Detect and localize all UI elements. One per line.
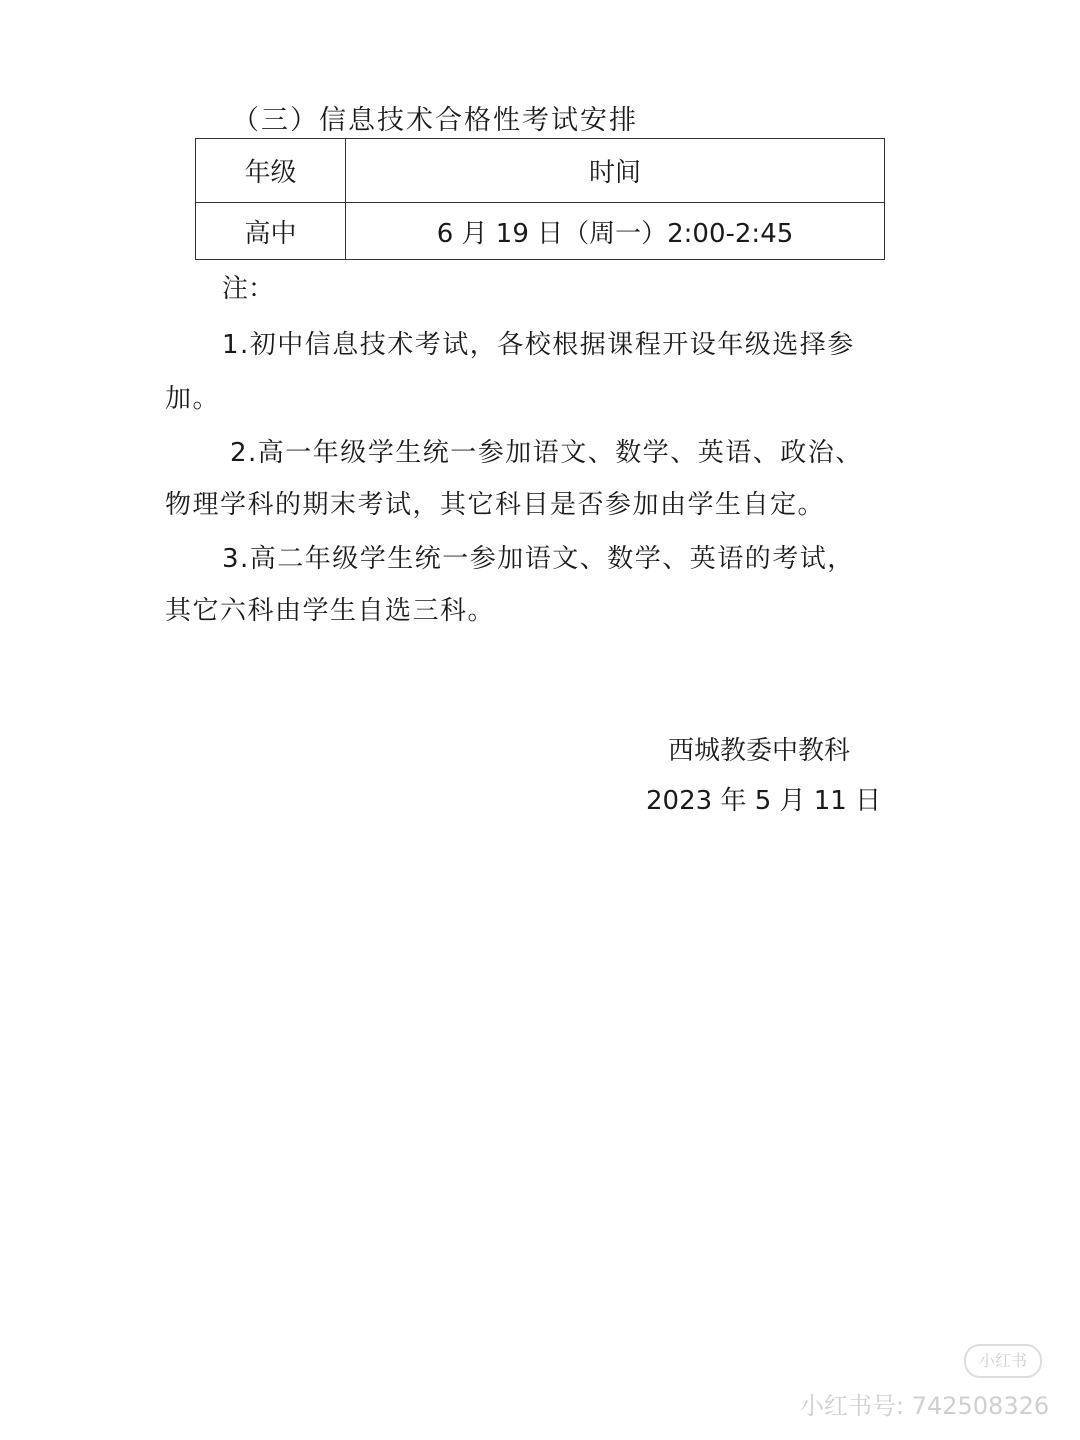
note-1-line-2: 加。 [165,384,221,414]
note-2-line-1: 2.高一年级学生统一参加语文、数学、英语、政治、 [230,438,863,468]
cell-time: 6 月 19 日（周一）2:00-2:45 [346,203,885,260]
table-row [196,203,885,260]
notes-label: 注： [222,274,275,304]
note-3-line-1: 3.高二年级学生统一参加语文、数学、英语的考试， [222,544,855,574]
signature-org: 西城教委中教科 [668,736,851,766]
header-grade: 年级 [196,139,346,203]
table-header-row [196,139,885,203]
note-2-line-2: 物理学科的期末考试，其它科目是否参加由学生自定。 [165,490,826,520]
note-1-line-1: 1.初中信息技术考试，各校根据课程开设年级选择参 [222,330,855,360]
exam-schedule-table [195,138,885,260]
header-time: 时间 [346,139,885,203]
watermark-text: 小红书号: 742508326 [800,1392,1050,1420]
note-3-line-2: 其它六科由学生自选三科。 [165,596,496,626]
watermark-logo: 小红书 [964,1344,1042,1378]
signature-date: 2023 年 5 月 11 日 [646,786,882,816]
section-heading: （三）信息技术合格性考试安排 [232,105,638,136]
cell-grade: 高中 [196,203,346,260]
